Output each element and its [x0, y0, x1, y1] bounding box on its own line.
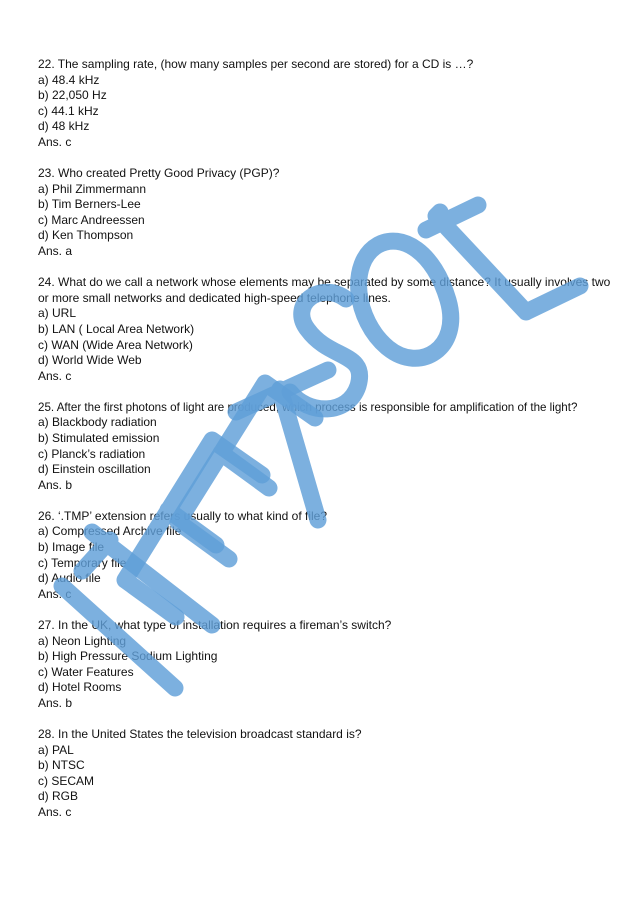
answer-option: d) Audio file [38, 571, 101, 586]
answer-option: d) Hotel Rooms [38, 680, 122, 695]
answer-option: c) Temporary file [38, 555, 127, 570]
answer-option: a) Phil Zimmermann [38, 181, 147, 196]
answer-option: d) World Wide Web [38, 353, 142, 368]
answer-option: b) Tim Berners-Lee [38, 197, 141, 212]
question-text: 23. Who created Pretty Good Privacy (PGP)? [38, 166, 280, 181]
answer-option: c) Water Features [38, 664, 134, 679]
answer-key: Ans. c [38, 804, 72, 819]
answer-option: b) NTSC [38, 758, 85, 773]
answer-option: d) Einstein oscillation [38, 462, 151, 477]
question-text: 27. In the UK, what type of installation requires a fireman’s switch? [38, 617, 392, 632]
question-text: 26. ‘.TMP’ extension refers usually to what kind of file? [38, 508, 328, 523]
question-text: 24. What do we call a network whose elements may be separated by some distance? It usually involves two or more small networks and dedicated high-speed telephone lines. [38, 275, 611, 305]
answer-option: a) 48.4 kHz [38, 72, 100, 87]
answer-option: b) High Pressure Sodium Lighting [38, 649, 218, 664]
question-block [38, 727, 618, 821]
answer-option: a) Compressed Archive file [38, 524, 182, 539]
answer-key: Ans. b [38, 477, 73, 492]
answer-option: a) URL [38, 306, 77, 321]
answer-key: Ans. c [38, 134, 72, 149]
answer-option: a) PAL [38, 742, 74, 757]
answer-option: d) Ken Thompson [38, 228, 134, 243]
answer-option: c) 44.1 kHz [38, 103, 99, 118]
answer-key: Ans. a [38, 244, 73, 259]
answer-option: c) Marc Andreessen [38, 212, 145, 227]
question-block [38, 400, 618, 494]
answer-key: Ans. b [38, 695, 73, 710]
question-block [38, 166, 618, 260]
answer-option: b) Image file [38, 540, 105, 555]
answer-option: d) 48 kHz [38, 119, 90, 134]
answer-key: Ans. c [38, 586, 72, 601]
question-text: 25. After the first photons of light are produced, which process is responsible for amplification of the light? [38, 400, 578, 414]
answer-key: Ans. c [38, 368, 72, 383]
answer-option: b) 22,050 Hz [38, 88, 107, 103]
question-block [38, 509, 618, 603]
answer-option: a) Neon Lighting [38, 633, 127, 648]
question-block [38, 275, 618, 384]
answer-option: c) WAN (Wide Area Network) [38, 337, 193, 352]
question-text: 22. The sampling rate, (how many samples per second are stored) for a CD is …? [38, 57, 474, 71]
answer-option: c) Planck’s radiation [38, 446, 146, 461]
answer-option: d) RGB [38, 789, 79, 804]
answer-option: c) SECAM [38, 773, 95, 788]
answer-option: a) Blackbody radiation [38, 415, 157, 430]
answer-option: b) LAN ( Local Area Network) [38, 321, 195, 336]
quiz-document [38, 57, 618, 836]
question-block [38, 57, 618, 151]
question-block [38, 618, 618, 712]
question-text: 28. In the United States the television broadcast standard is? [38, 726, 362, 741]
answer-option: b) Stimulated emission [38, 430, 160, 445]
